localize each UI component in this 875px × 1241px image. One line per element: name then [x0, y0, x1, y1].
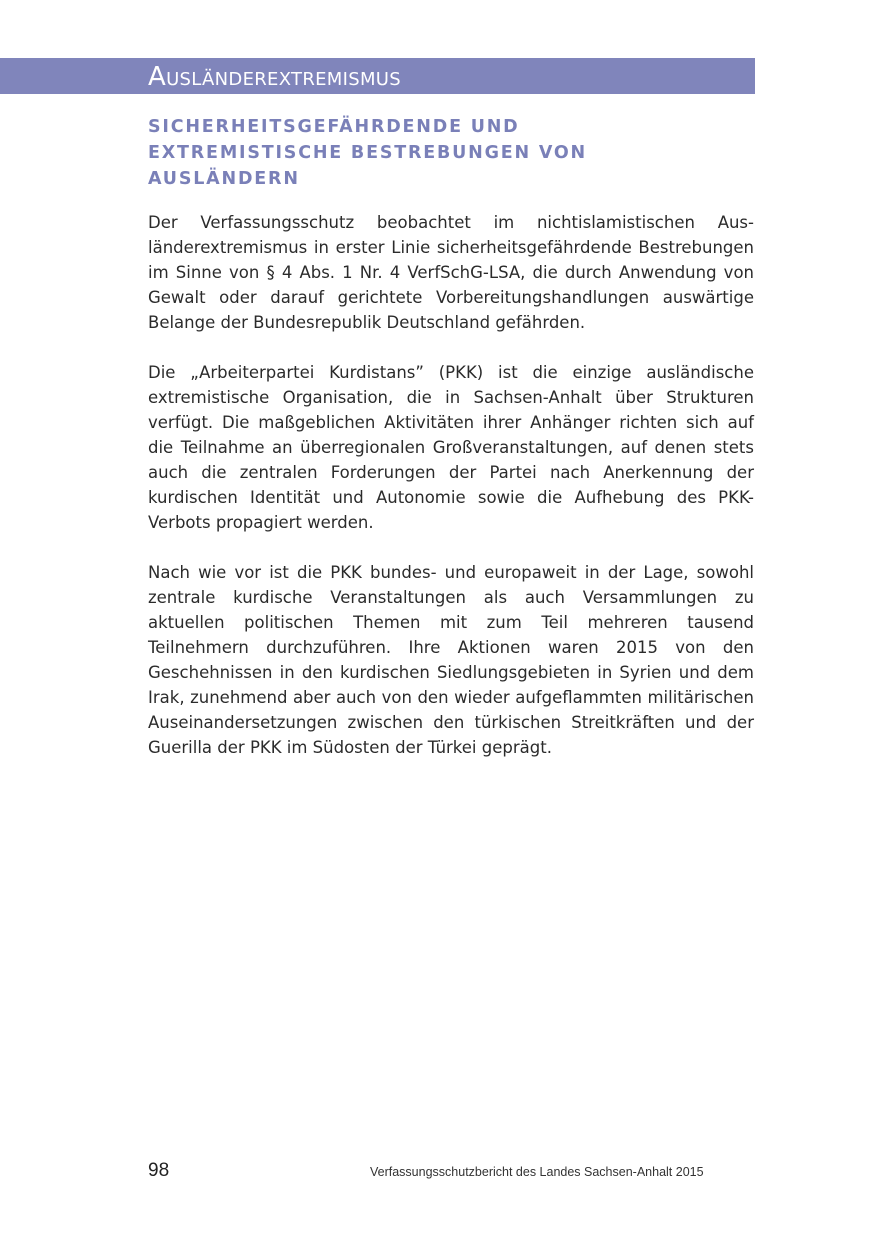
paragraph: Der Verfassungsschutz beobachtet im nichtislamistischen Ausländerextremismus in erster Linie sicherheitsgefährdende Bestrebungen im Sinne von § 4 Abs. 1 Nr. 4 VerfSchG-LSA, die durch Anwendung von Gewalt oder darauf gerichtete Vorbereitungshandlungen auswärtige Belange der Bundesrepublik Deutschland gefährden. — [148, 213, 754, 332]
chapter-title: Ausländerextremismus — [148, 62, 402, 92]
body-text — [148, 210, 754, 785]
footer-publication-title: Verfassungsschutzbericht des Landes Sachsen-Anhalt 2015 — [370, 1165, 704, 1179]
paragraph: Nach wie vor ist die PKK bundes- und europaweit in der Lage, sowohl zentrale kurdische Veranstaltungen als auch Versammlungen zu aktuellen politischen Themen mit zum Teil mehreren tausend Teilnehmern durchzuführen. Ihre Aktionen waren 2015 von den Geschehnissen in den kurdischen Siedlungsgebieten in Syrien und dem Irak, zunehmend aber auch von den wieder aufgeflammten militärischen Auseinandersetzungen zwischen den türkischen Streitkräften und der Guerilla der PKK im Südosten der Türkei geprägt. — [148, 563, 754, 757]
paragraph: Die „Arbeiterpartei Kurdistans” (PKK) ist die einzige ausländische extremistische Organisation, die in Sachsen-Anhalt über Strukturen verfügt. Die maßgeblichen Aktivitäten ihrer Anhänger richten sich auf die Teilnahme an überregionalen Großveranstaltungen, auf denen stets auch die zentralen Forderungen der Partei nach Anerkennung der kurdischen Identität und Autonomie sowie die Aufhebung des PKK-Verbots propagiert werden. — [148, 363, 754, 532]
page-number: 98 — [148, 1160, 170, 1181]
chapter-header-bar — [0, 58, 755, 94]
section-heading: SICHERHEITSGEFÄHRDENDE UND EXTREMISTISCHE BESTREBUNGEN VON AUSLÄNDERN — [148, 117, 588, 189]
